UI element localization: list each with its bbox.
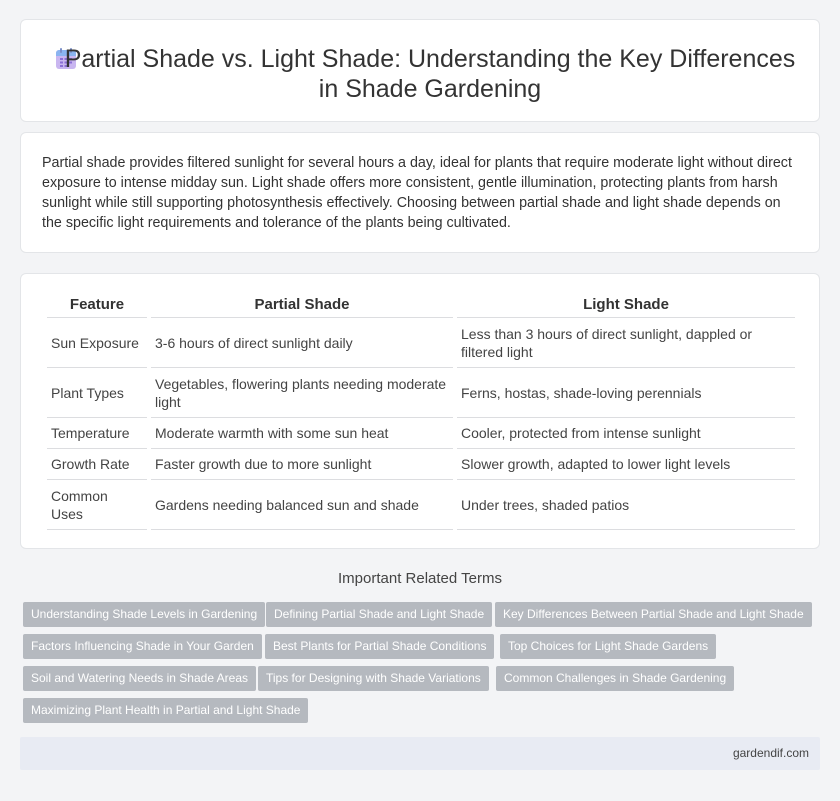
table-cell: Temperature [47, 418, 147, 449]
related-term-tag[interactable]: Top Choices for Light Shade Gardens [500, 634, 716, 659]
comparison-table [43, 294, 799, 530]
intro-paragraph: Partial shade provides filtered sunlight for several hours a day, ideal for plants that require moderate light without direct exposure to intense midday sun. Light shade offers more consistent, gentle illumination, protecting plants from harsh sunlight while still supporting photosynthesis effectively. Choosing between partial shade and light shade depends on the specific light requirements and tolerance of the plants being cultivated. [42, 155, 792, 231]
related-term-tag[interactable]: Key Differences Between Partial Shade and Light Shade [495, 602, 812, 627]
related-term-tag[interactable]: Soil and Watering Needs in Shade Areas [23, 666, 256, 691]
related-term-tag[interactable]: Common Challenges in Shade Gardening [496, 666, 734, 691]
table-row [47, 318, 795, 368]
table-cell: Vegetables, flowering plants needing moderate light [151, 368, 453, 418]
table-row [47, 480, 795, 530]
header-feature: Feature [47, 294, 147, 318]
table-cell: Moderate warmth with some sun heat [151, 418, 453, 449]
table-cell: 3-6 hours of direct sunlight daily [151, 318, 453, 368]
footer-site-name[interactable]: gardendif.com [732, 746, 809, 760]
table-header-row [47, 294, 795, 318]
table-cell: Under trees, shaded patios [457, 480, 795, 530]
header-partial-shade: Partial Shade [151, 294, 453, 318]
table-cell: Less than 3 hours of direct sunlight, dappled or filtered light [457, 318, 795, 368]
page-title: Partial Shade vs. Light Shade: Understanding the Key Differences in Shade Gardening [64, 45, 796, 103]
table-cell: Growth Rate [47, 449, 147, 480]
table-cell: Plant Types [47, 368, 147, 418]
table-row [47, 449, 795, 480]
related-term-tag[interactable]: Tips for Designing with Shade Variations [258, 666, 489, 691]
table-row [47, 418, 795, 449]
related-term-tag[interactable]: Best Plants for Partial Shade Conditions [265, 634, 494, 659]
comparison-table-card [20, 273, 820, 549]
table-cell: Gardens needing balanced sun and shade [151, 480, 453, 530]
table-cell: Slower growth, adapted to lower light levels [457, 449, 795, 480]
table-row [47, 368, 795, 418]
table-cell: Ferns, hostas, shade-loving perennials [457, 368, 795, 418]
related-terms-title: Important Related Terms [338, 570, 502, 587]
related-term-tag[interactable]: Defining Partial Shade and Light Shade [266, 602, 492, 627]
header-light-shade: Light Shade [457, 294, 795, 318]
intro-card [20, 132, 820, 253]
related-term-tag[interactable]: Maximizing Plant Health in Partial and Light Shade [23, 698, 308, 723]
table-cell: Cooler, protected from intense sunlight [457, 418, 795, 449]
table-cell: Faster growth due to more sunlight [151, 449, 453, 480]
header-card [20, 19, 820, 122]
table-cell: Sun Exposure [47, 318, 147, 368]
footer [20, 737, 820, 770]
related-term-tag[interactable]: Understanding Shade Levels in Gardening [23, 602, 265, 627]
table-cell: Common Uses [47, 480, 147, 530]
related-term-tag[interactable]: Factors Influencing Shade in Your Garden [23, 634, 262, 659]
